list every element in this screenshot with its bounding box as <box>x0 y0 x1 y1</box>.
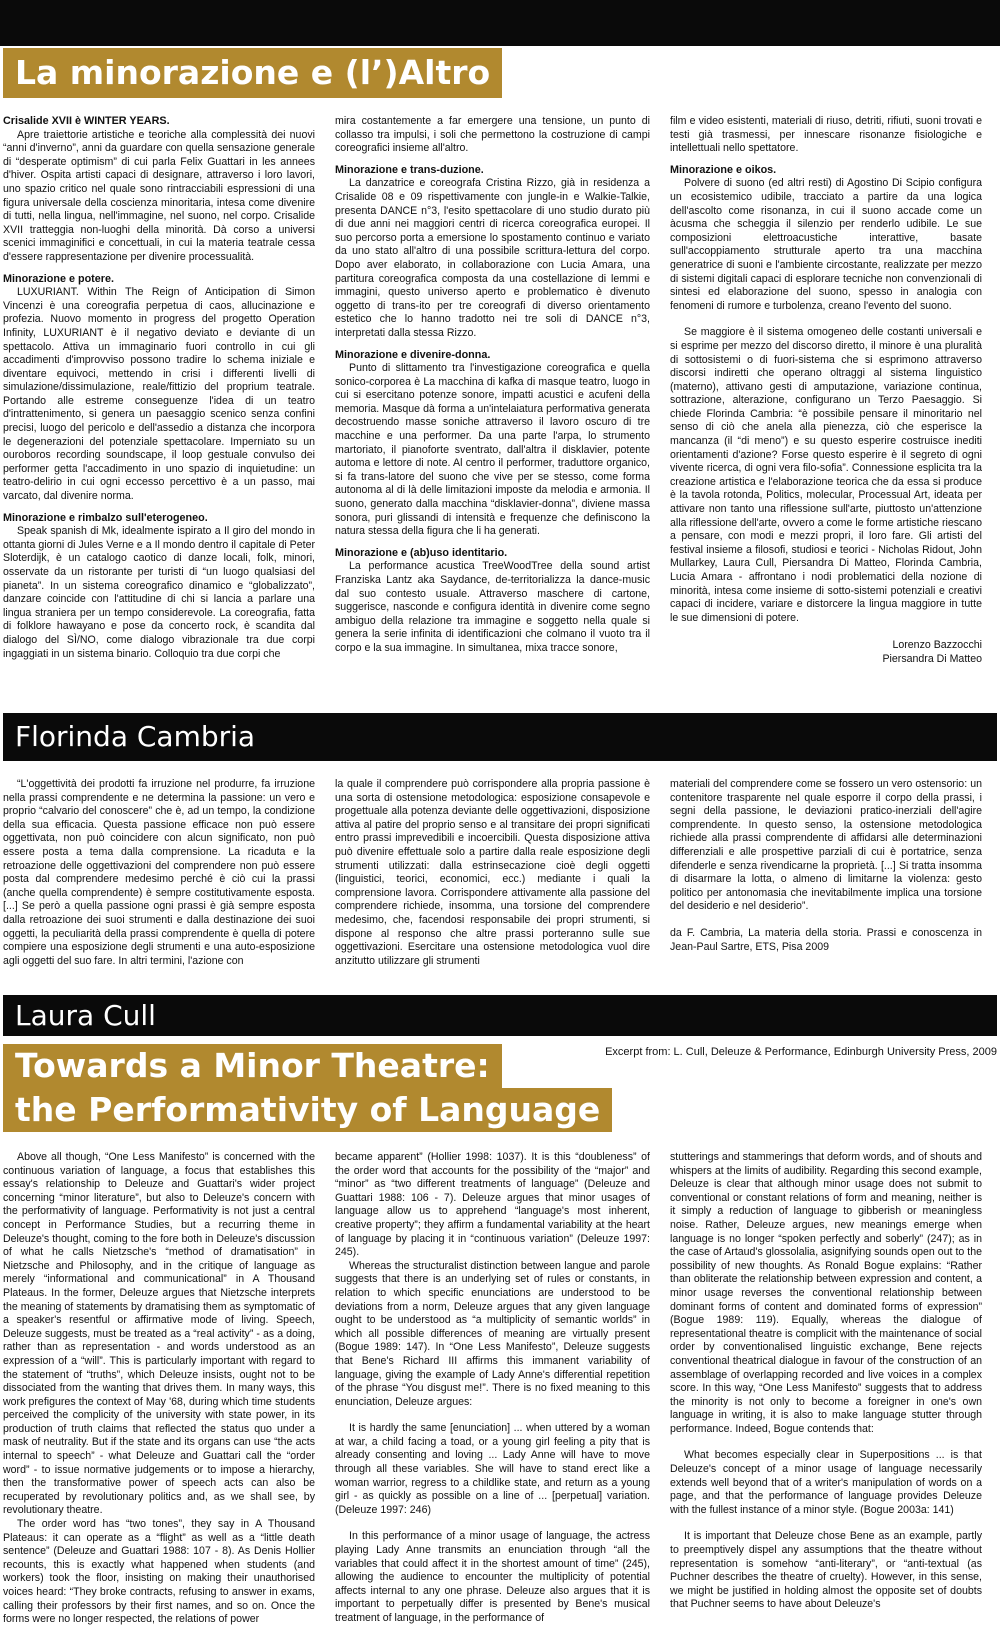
section1-column-1 <box>3 115 315 693</box>
section1-title: La minorazione e (l’)Altro <box>3 48 502 98</box>
section2-title: Florinda Cambria <box>3 713 997 761</box>
section2-column-1 <box>3 778 315 980</box>
signature-1: Lorenzo Bazzocchi <box>892 639 982 652</box>
section3-column-2 <box>335 1151 650 1625</box>
paragraph: La performance acustica TreeWoodTree della sound artist Franziska Lantz aka Saydance, de-territorializza la dance-music dal suo contesto usuale. Attraverso maschere di cartone, suggerisce, nasconde e configura identità in divenire come segno ambiguo della relazione tra immagine e soggetto nella quale si genera la serie infinita di identificazioni che colmano il vuoto tra il corpo e la sua immagine. In simultanea, mixa tracce sonore, <box>335 560 650 654</box>
block-quote: What becomes especially clear in Superpositions ... is that Deleuze's concept of a minor usage of language necessarily extends well beyond that of a writer's manipulation of words on a page, and that the performance of language provides Deleuze with the fullest instance of a minor style. (Bogue 2003a: 141) <box>670 1449 982 1516</box>
section2-column-2 <box>335 778 650 980</box>
paragraph: la quale il comprendere può corrispondere alla propria passione è una sorta di ostensione metodologica: esposizione consapevole e progettuale alla potenza deviante delle oggettivazioni, disposizione attiva al patire del proprio senso e al transitare dei propri significati entro prassi imprevedibili e incoercibili. Questa disposizione attiva può divenire effettuale solo a partire dalla reale esposizione degli strumenti utilizzati: dalla estrinsecazione cioè degli oggetti (linguistici, teorici, economici, ecc.) mediante i quali la comprensione lavora. Corrispondere attivamente alla passione del comprendere richiede, insomma, una torsione del comprendere medesimo, che, facendosi responsabile dei propri strumenti, si dispone al responso che altre prassi porteranno sulle sue oggettivazioni. Esercitare una ostensione metodologica vuol dire anzitutto utilizzare gli strumenti <box>335 778 650 967</box>
paragraph: Speak spanish di Mk, idealmente ispirato a Il giro del mondo in ottanta giorni di Jules Verne e a Il mondo dentro il capitale di Peter Sloterdijk, è un catalogo caotico di danze locali, folk, minori, osservate da un ristorante per turisti di “un luogo qualsiasi del pianeta”. In un sistema coreografico dinamico e “globalizzato”, danzare coincide con l'attitudine di chi si lancia a parlare una lingua straniera per un tempo considerevole. La coreografia, fatta di folklore hawayano e pose da concerto rock, è scandita dal dialogo del SÌ/NO, come dialogo vibrazionale tra due corpi ingaggiati in un sistema binario. Colloquio tra due corpi che <box>3 525 315 660</box>
subheading: Minorazione e (ab)uso identitario. <box>335 546 508 559</box>
paragraph: film e video esistenti, materiali di riuso, detriti, rifiuti, suoni trovati e testi già trasmessi, per innescare risonanze fisiologiche e intellettuali nello spettatore. <box>670 115 982 155</box>
paragraph: Above all though, “One Less Manifesto” is concerned with the continuous variation of language, a focus that establishes this essay's relationship to Deleuze and Guattari's wider project concerning “minor literature”, but also to Deleuze's concern with the performativity of language. Performativity is not just a central concept in Performance Studies, but a recurring theme in Deleuze's thought, coming to the fore both in Deleuze's discussion of what he calls Nietzsche's “method of dramatisation” in Nietzsche and Philosophy, and in the critique of language as merely “informational and communicational” in A Thousand Plateaus. In the former, Deleuze argues that Nietzsche interprets the meaning of statements by dramatising them as symptomatic of a speaker's resentful or affirmative mode of living. Speech, Deleuze suggests, must be treated as a “real activity” - as a doing, rather than as representation - and words understood as an expression of a “will”. This is particularly important with regard to the statement of “truths”, which Deleuze insists, ought not to be dissociated from the wanting that drives them. In many ways, this work prefigures the context of May '68, during which time students perceived the complicity of the university with state power, in its production of truth claims that reflected the status quo under a mask of neutrality. But if the state and its organs can use “the acts internal to speech” - what Deleuze and Guattari call the “order word” - to issue normative judgements or to impose a hierarchy, then the transformative power of speech acts can also be recuperated by revolutionary politics and, as we shall see, by revolutionary theatre. <box>3 1151 315 1517</box>
paragraph: stutterings and stammerings that deform words, and of shouts and whispers at the limits of audibility. Regarding this second example, Deleuze is clear that although minor usage does not submit to conventional or constant relations of form and meaning, neither is it simply a reduction of language to gibberish or meaningless noise. Rather, Deleuze argues, new meanings emerge when language is no longer “spoken perfectly and soberly” (247); as in the case of Artaud's glossolalia, asignifying sounds open out to the possibility of new thoughts. As Ronald Bogue explains: “Rather than obliterate the relationship between expression and content, a minor usage reverses the conventional relationship between dominant forms of content and dominated forms of expression” (Bogue 1989: 119). Equally, whereas the dialogue of representational theatre is complicit with the maintenance of social order by conventionalised linguistic exchange, Bene rejects conventional theatrical dialogue in favour of the construction of an assemblage of overlapping recorded and live voices in a complex score. In this way, “One Less Manifesto” suggests that to address the minority is not only to become a foreigner in one's own language in writing, it is also to make language stutter through performance. Indeed, Bogue contends that: <box>670 1151 982 1435</box>
excerpt-source: Excerpt from: L. Cull, Deleuze & Performance, Edinburgh University Press, 2009 <box>605 1046 997 1058</box>
subheading: Minorazione e divenire-donna. <box>335 348 491 361</box>
subheading: Crisalide XVII è WINTER YEARS. <box>3 115 170 127</box>
paragraph: Apre traiettorie artistiche e teoriche alla complessità dei nuovi “anni d'inverno”, anni da guardare con quella sensazione generale di “desperate optimism” di cui parla Felix Guattari in les annees d'hiver. Ospita artisti capaci di designare, attraverso i loro lavori, uno spazio critico nel quale sono rintracciabili espressioni di una figura universale della coscienza minoritaria, intesa come divenire di tutti, nella lingua, nell'immagine, nel suono, nel corpo. Crisalide XVII tratteggia non-luoghi della minorità. Dà corso a universi scenici immaginifici e concettuali, in cui la materia teatrale cessa d'essere rappresentazione per divenire processualità. <box>3 128 315 263</box>
paragraph: Se maggiore è il sistema omogeneo delle costanti universali e si esprime per mezzo del discorso diretto, il minore è una pluralità di sottosistemi o di fuori-sistema che si esprimono attraverso discorsi indiretti che operano oltraggi al sistema linguistico (materno), attivano gesti di amputazione, variazione continua, sottrazione, alterazione, configurano un Terzo Paesaggio. Si chiede Florinda Cambria: “è possibile pensare il minoritario nel senso di ciò che anela alla pienezza, ciò che esperisce la mancanza (il “di meno”) e su questo esperire costruisce inediti orientamenti d'azione? Forse questo esperire è il segreto di ogni vivente ricerca, di ogni vera filo-sofia”. Connessione esplicita tra la creazione artistica e l'elaborazione teorica che da essa si produce è la tavola rotonda, Politics, molecular, Processual Art, ideata per attivare non tanto una riflessione sull'arte, piuttosto un'attenzione alla riflessione dell'arte, ovvero a come le forme artistiche riescano a pensare, con modi e mezzi propri, il loro fare. Gli artisti del festival insieme a filosofi, studiosi e teorici - Nicholas Ridout, John Mullarkey, Laura Cull, Piersandra Di Matteo, Florinda Cambria, Lucia Amara - affrontano i nodi problematici della nozione di minorità, intesa come insieme di sotto-sistemi potenziali e creativi capaci di incidere, variare e distorcere la lingua maggiore in tutte le sue dimensioni di potere. <box>670 326 982 624</box>
block-quote: It is hardly the same [enunciation] ... when uttered by a woman at war, a child facing a toad, or a young girl feeling a pity that is already consenting and loving ... Lady Anne will have to move through all these variables. She will have to stand erect like a woman warrior, regress to a childlike state, and return as a young girl - as quickly as possible on a line of ... [perpetual] variation. (Deleuze 1997: 246) <box>335 1422 650 1516</box>
subheading: Minorazione e potere. <box>3 272 114 285</box>
paragraph: La danzatrice e coreografa Cristina Rizzo, già in residenza a Crisalide 08 e 09 rispettivamente con jungle-in e Walkie-Talkie, presenta DANCE n°3, l'esito spettacolare di uno studio durato più di due anni nei maggiori centri di ricerca coreografica europei. Il suo percorso porta a emersione lo spostamento continuo e variato da uno stato all'altro di una possibile scrittura-lettura del corpo. Dopo aver elaborato, in collaborazione con Lucia Amara, una partitura coreografica composta da una costellazione di lemmi e immagini, questo universo aperto e problematico è divenuto oggetto di trans-ito per tre coreografi di diverso orientamento estetico che lo hanno tradotto nei tre soli di DANCE n°3, interpretati dalla stessa Rizzo. <box>335 177 650 339</box>
subheading: Minorazione e rimbalzo sull'eterogeneo. <box>3 511 208 524</box>
section2-column-3 <box>670 778 982 980</box>
paragraph: It is important that Deleuze chose Bene as an example, partly to preemptively dispel any assumptions that the theatre without representation is somehow “anti-literary”, or “anti-textual (as Puchner describes the theatre of cruelty). However, in this sense, we might be justified in holding almost the opposite set of doubts that Puchner seems to have about Deleuze's <box>670 1530 982 1611</box>
subheading: Minorazione e trans-duzione. <box>335 163 484 176</box>
paragraph: “L'oggettività dei prodotti fa irruzione nel produrre, fa irruzione nella prassi comprendente e ne determina la passione: un vero e proprio “calvario del conoscere” che è, ad un tempo, la condizione della sua efficacia. Questa passione efficace non può essere oggettivata, non può coincidere con alcun significato, non può essere posta a tema dalla comprensione. La ricaduta e la retroazione delle oggettivazioni del comprendere non può essere posta dal comprendere medesimo perché è ciò cui la prassi (anche quella comprendente) è sempre costitutivamente esposta. [...] Se però a quella passione ogni prassi è già sempre esposta dalla retroazione dei suoi strumenti e dalla destinazione dei suoi oggetti, la peculiarità della prassi comprendente è quella di potere compiere una esposizione degli strumenti e una auto-esposizione agli oggetti del suo fare. In altri termini, l'azione con <box>3 778 315 967</box>
signature-2: Piersandra Di Matteo <box>882 652 982 665</box>
paragraph: The order word has “two tones”, they say in A Thousand Plateaus: it can operate as a “flight” as well as a “little death sentence” (Deleuze and Guattari 1988: 107 - 8). As Denis Hollier recounts, this is exactly what happened when students (and workers) took the floor, insisting on making their unauthorised voices heard: “They broke contracts, refusing to answer in exams, calling their professors by their first names, and so on. Once the forms were no longer respected, the relations of power <box>3 1518 315 1625</box>
section3-author: Laura Cull <box>3 995 997 1036</box>
citation: da F. Cambria, La materia della storia. Prassi e conoscenza in Jean-Paul Sartre, ETS, Pisa 2009 <box>670 926 982 953</box>
top-black-bar <box>0 0 1000 46</box>
section1-column-2 <box>335 115 650 693</box>
section3-title-line-2: the Performativity of Language <box>3 1088 612 1132</box>
paragraph: materiali del comprendere come se fossero un vero ostensorio: un contenitore trasparente nel quale esporre il corpo della prassi, i segni della passione, le deviazioni pratico-inerziali dell'agire comprendente. In questo senso, la ostensione metodologica richiede alla prassi comprendente di affidarsi alle determinazioni differenziali e alle prospettive parziali di cui è portatrice, senza difenderle e senza rivendicarne la proprietà. [...] Si tratta insomma di disarmare la lotta, o almeno di limitarne la violenza: gesto politico per antonomasia che inevitabilmente implica una torsione del desiderio e nel desiderio”. <box>670 778 982 913</box>
paragraph: Polvere di suono (ed altri resti) di Agostino Di Scipio configura un ecosistemico udibile, tracciato a partire da una logica dell'ascolto come risonanza, in cui il suono accade come un àcusma che scheggia il silenzio per renderlo udibile. Le sue composizioni elettroacustiche interattive, basate sull'accoppiamento strutturale aperto tra una macchina generatrice di suoni e l'ambiente circostante, realizzate per mezzo di sistemi digitali capaci di esplorare tecniche non convenzionali di sintesi ed elaborazione del suono, spesso in analogia con fenomeni di rumore e turbolenza, creano l'evento del suono. <box>670 177 982 312</box>
paragraph: mira costantemente a far emergere una tensione, un punto di collasso tra impulsi, i soli che permettono la costruzione di campi coreografici insieme all'altro. <box>335 115 650 155</box>
paragraph: Whereas the structuralist distinction between langue and parole suggests that there is an underlying set of rules or constants, in relation to which specific enunciations are understood to be deviations from a norm, Deleuze argues that any given language ought to be understood as “a multiplicity of semantic worlds” in which all possible differences of meaning are virtually present (Bogue 1989: 147). In “One Less Manifesto”, Deleuze suggests that Bene's Richard III affirms this immanent variability of language, giving the example of Lady Anne's differential repetition of the phrase “You disgust me!”. There is no fixed meaning to this enunciation, Deleuze argues: <box>335 1259 650 1408</box>
section3-title-line-1: Towards a Minor Theatre: <box>3 1044 502 1088</box>
subheading: Minorazione e oikos. <box>670 163 777 176</box>
paragraph: In this performance of a minor usage of language, the actress playing Lady Anne transmits an enunciation through “all the variables that could affect it in the shortest amount of time” (245), allowing the audience to encounter the multiplicity of potential affects internal to any one phrase. Deleuze also argues that it is important to perpetually differ is presented by Bene's musical treatment of language, in the performance of <box>335 1530 650 1624</box>
paragraph: LUXURIANT. Within The Reign of Anticipation di Simon Vincenzi è una coreografia perpetua di caos, allucinazione e profezia. Nuovo momento in progress del progetto Operation Infinity, LUXURIANT è il negativo deviato e deviante di un spettacolo. Attiva un immaginario fuori controllo in cui gli accadimenti d'improvviso possono tradire lo schema iniziale e diventare equivoci, mettendo in crisi i differenti livelli di simulazione/dissimulazione, reale/fittizio del proprium teatrale. Portando alle estreme conseguenze l'idea di un teatro d'intrattenimento, si genera un paesaggio scenico senza confini precisi, luogo del pericolo e dell'assedio a distanza che incorpora le degenerazioni del potenziale spettacolare. Imperniato su un ouroboros recording soundscape, il loop gestuale convulso dei performer getta l'accadimento in uno spazio di inquietudine: un teatro-delirio in cui ogni eccesso percettivo è a un passo, mai varcato, dal divenire norma. <box>3 286 315 503</box>
paragraph: became apparent” (Hollier 1998: 1037). It is this “doubleness” of the order word that accounts for the possibility of the “major” and “minor” as “two different treatments of language” (Deleuze and Guattari 1988: 106 - 7). Deleuze argues that minor usages of language allow us to apprehend “language's most inherent, creative property”; they affirm a fundamental variability at the heart of language by placing it in “continuous variation” (Deleuze 1997: 245). <box>335 1151 650 1259</box>
section1-column-3 <box>670 115 982 693</box>
paragraph: Punto di slittamento tra l'investigazione coreografica e quella sonico-corporea è La macchina di kafka di masque teatro, luogo in cui si esercitano potenze sonore, impatti acustici e acufeni della memoria. Masque dà forma a un'intelaiatura performativa generata decostruendo masse soniche attraverso il lavoro oscuro di tre macchine e una performer. Da una parte l'arpa, lo strumento martoriato, il pianoforte sventrato, dall'altra il disklavier, potente automa e lettore di note. Al centro il performer, traduttore organico, si fa trans-latore del suono che vive per se stesso, come forma autonoma al di là delle limitazioni imposte da melodia e armonia. Il suono, generato dalla macchina “disklavier-donna”, diviene massa sonora, puri glissandi di intensità e frequenze che definiscono la natura stessa della figura che li ha generati. <box>335 362 650 538</box>
section3-column-3 <box>670 1151 982 1625</box>
section3-column-1 <box>3 1151 315 1625</box>
